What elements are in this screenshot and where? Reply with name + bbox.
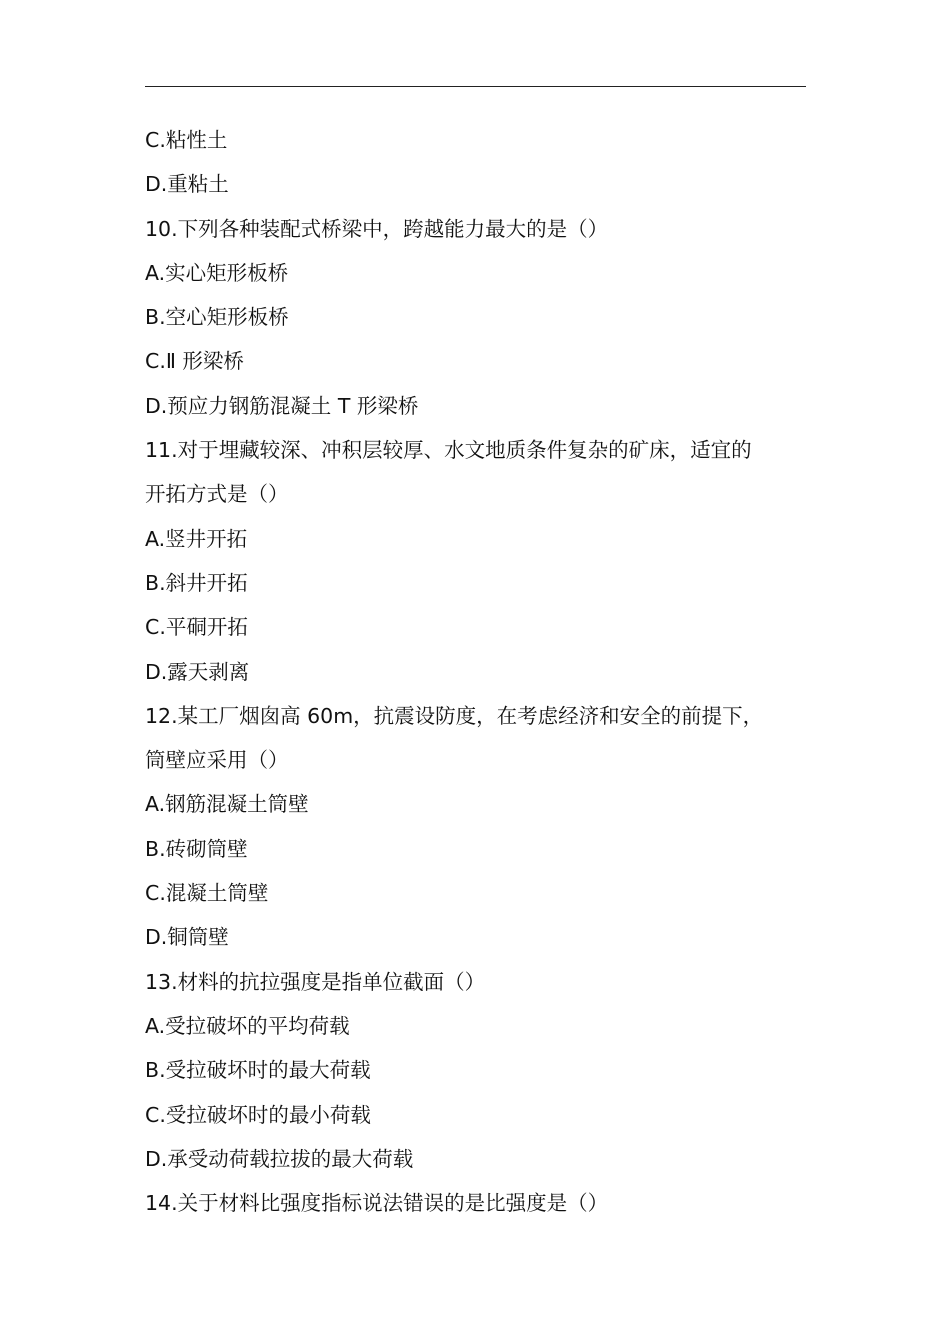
option-line: B.受拉破坏时的最大荷载 [145,1058,371,1083]
option-line: B.砖砌筒壁 [145,836,248,861]
question-line: 14.关于材料比强度指标说法错误的是比强度是（） [145,1191,609,1216]
header-rule [145,86,806,87]
option-line: A.钢筋混凝土筒壁 [145,792,309,817]
question-line: 13.材料的抗拉强度是指单位截面（） [145,969,486,994]
option-line: D.承受动荷载拉拔的最大荷载 [145,1146,414,1171]
option-line: D.铜筒壁 [145,925,229,950]
question-line-continued: 筒壁应采用（） [145,748,289,773]
option-line: D.重粘土 [145,172,229,197]
option-line: A.竖井开拓 [145,526,248,551]
document-body [145,118,825,1225]
option-line: D.露天剥离 [145,659,250,684]
option-line: C.粘性土 [145,128,228,152]
option-line: B.斜井开拓 [145,570,248,595]
option-line: A.受拉破坏的平均荷载 [145,1013,350,1038]
question-line-continued: 开拓方式是（） [145,482,289,507]
option-line: C.混凝土筒壁 [145,881,269,906]
option-line: B.空心矩形板桥 [145,305,289,330]
option-line: A.实心矩形板桥 [145,260,289,285]
option-line: C.Ⅱ 形梁桥 [145,349,244,374]
option-line: D.预应力钢筋混凝土 T 形梁桥 [145,393,419,418]
option-line: C.平硐开拓 [145,615,248,640]
question-line: 11.对于埋藏较深、冲积层较厚、水文地质条件复杂的矿床，适宜的 [145,438,752,463]
option-line: C.受拉破坏时的最小荷载 [145,1102,371,1127]
question-line: 12.某工厂烟囱高 60m，抗震设防度，在考虑经济和安全的前提下， [145,703,764,728]
question-line: 10.下列各种装配式桥梁中，跨越能力最大的是（） [145,216,609,241]
